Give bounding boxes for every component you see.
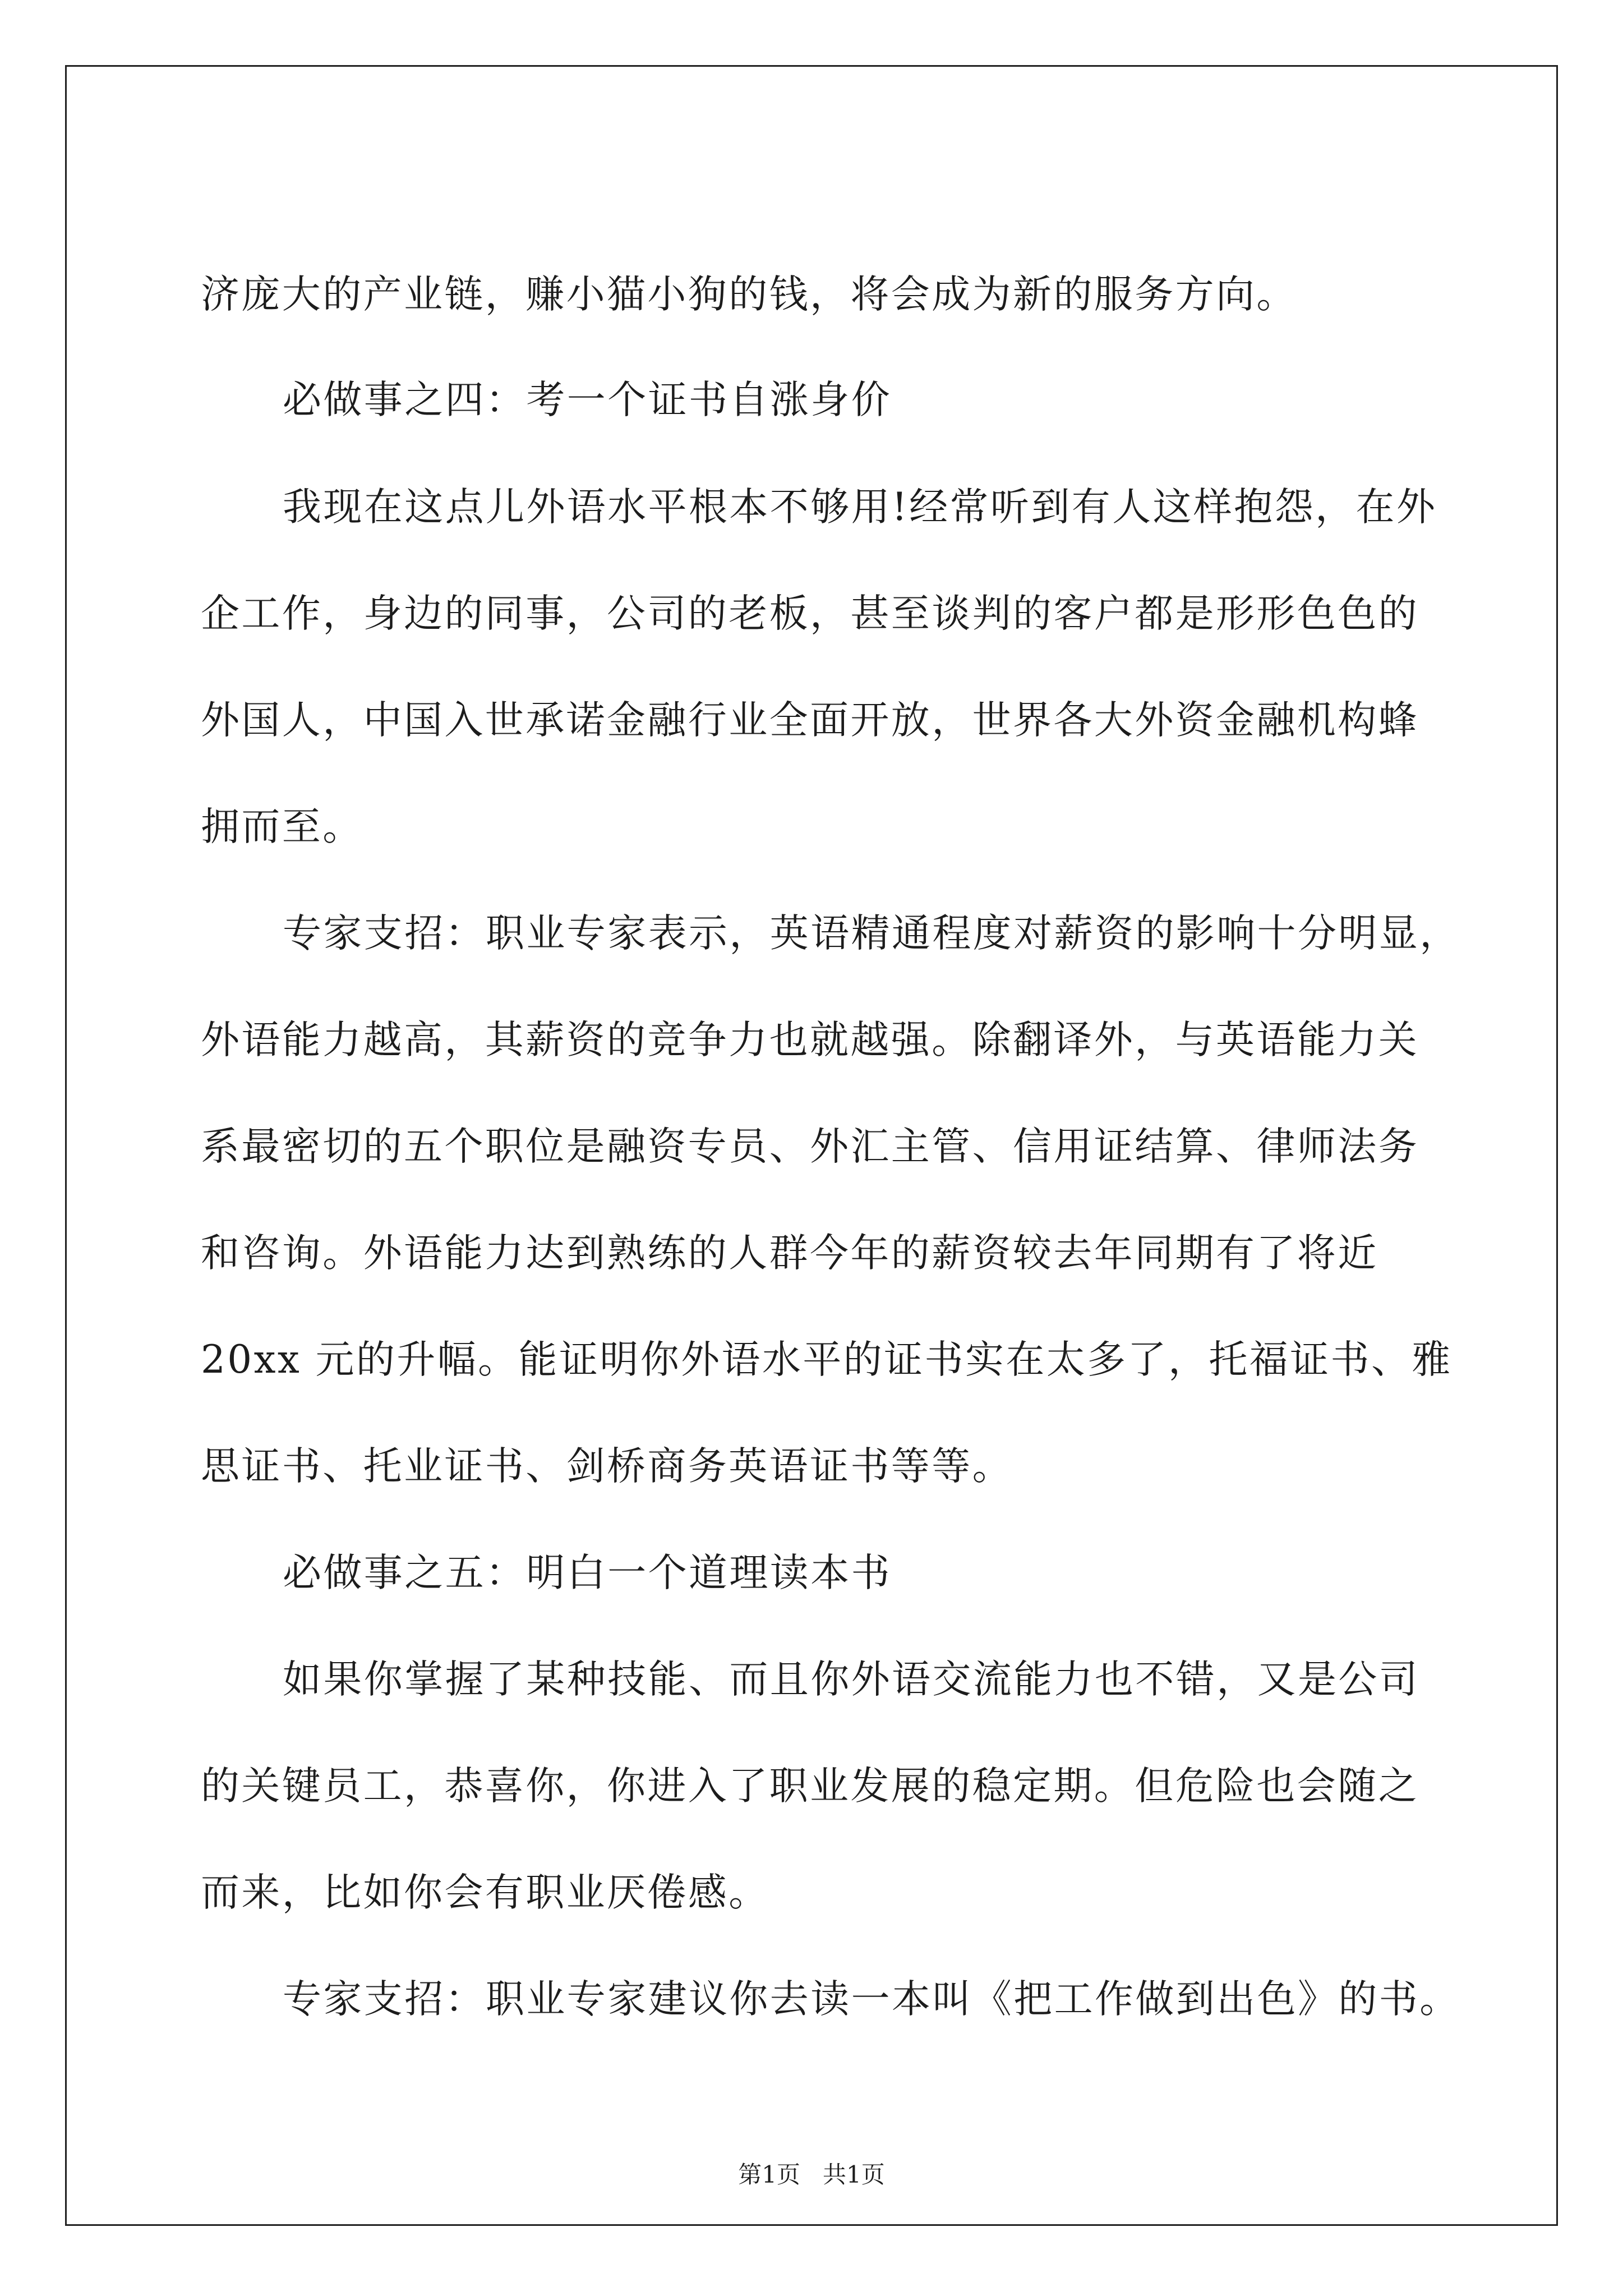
document-page	[65, 65, 1558, 2226]
body-line: 外语能力越高，其薪资的竞争力也就越强。除翻译外，与英语能力关	[201, 1018, 1419, 1062]
body-line: 而来，比如你会有职业厌倦感。	[201, 1870, 769, 1915]
body-line: 专家支招：职业专家建议你去读一本叫《把工作做到出色》的书。	[283, 1977, 1460, 2022]
section-heading-4: 必做事之四：考一个证书自涨身价	[283, 378, 892, 422]
body-line: 如果你掌握了某种技能、而且你外语交流能力也不错，又是公司	[283, 1657, 1420, 1702]
body-line: 我现在这点儿外语水平根本不够用!经常听到有人这样抱怨，在外	[283, 485, 1437, 530]
body-line: 20xx 元的升幅。能证明你外语水平的证书实在太多了，托福证书、雅	[201, 1337, 1453, 1382]
body-line: 拥而至。	[201, 804, 363, 849]
body-line: 企工作，身边的同事，公司的老板，甚至谈判的客户都是形形色色的	[201, 591, 1419, 636]
body-line: 思证书、托业证书、剑桥商务英语证书等等。	[201, 1444, 1013, 1489]
body-line: 外国人，中国入世承诺金融行业全面开放，世界各大外资金融机构蜂	[201, 698, 1419, 743]
section-heading-5: 必做事之五：明白一个道理读本书	[283, 1550, 892, 1595]
body-line: 系最密切的五个职位是融资专员、外汇主管、信用证结算、律师法务	[201, 1124, 1419, 1169]
body-line: 专家支招：职业专家表示，英语精通程度对薪资的影响十分明显，	[283, 911, 1460, 956]
page-footer: 第1页 共1页	[738, 2161, 885, 2188]
paragraph-continuation-line: 济庞大的产业链，赚小猫小狗的钱，将会成为新的服务方向。	[201, 272, 1297, 317]
body-line: 的关键员工，恭喜你，你进入了职业发展的稳定期。但危险也会随之	[201, 1764, 1419, 1809]
body-line: 和咨询。外语能力达到熟练的人群今年的薪资较去年同期有了将近	[201, 1231, 1378, 1276]
